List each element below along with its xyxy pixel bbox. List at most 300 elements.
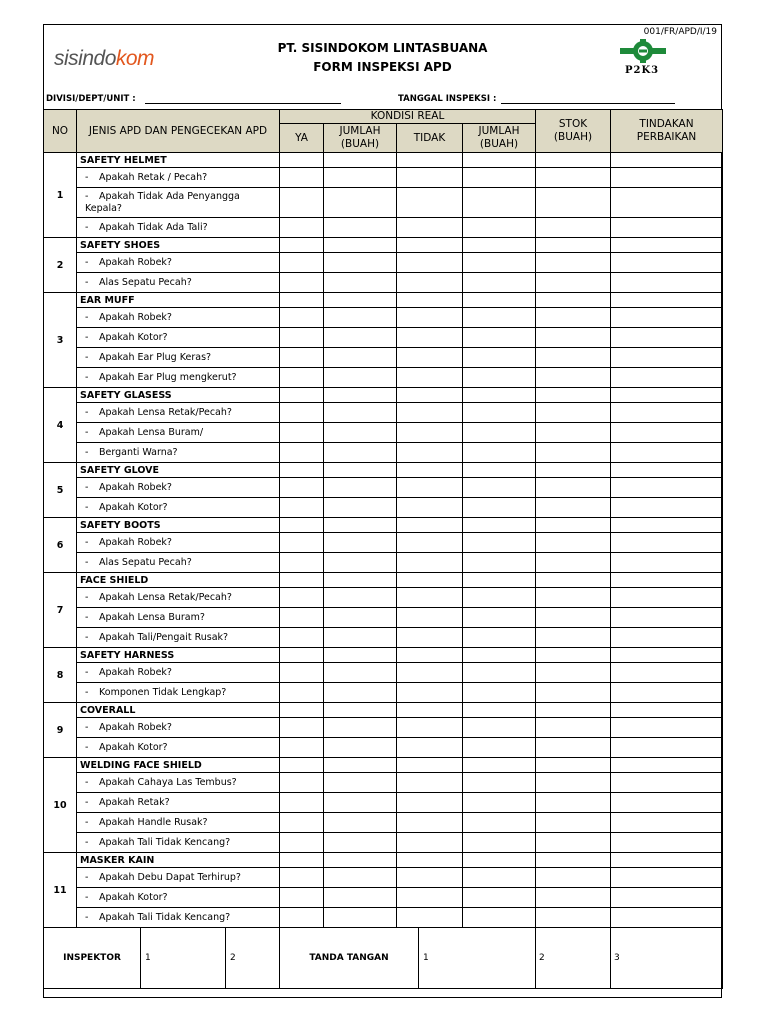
ya-cell[interactable] bbox=[280, 328, 324, 348]
tindakan-cell[interactable] bbox=[611, 168, 723, 188]
jumlah-ya-cell[interactable] bbox=[324, 218, 397, 238]
check-item-label: Apakah Robek? bbox=[99, 666, 172, 678]
jumlah-ya-cell[interactable] bbox=[324, 328, 397, 348]
tidak-cell[interactable] bbox=[397, 423, 463, 443]
jumlah-ya-cell[interactable] bbox=[324, 813, 397, 833]
tidak-cell[interactable] bbox=[397, 588, 463, 608]
item-dash: - bbox=[85, 796, 89, 808]
tindakan-cell[interactable] bbox=[611, 908, 723, 928]
section-title: SAFETY HELMET bbox=[77, 153, 280, 168]
check-item-row bbox=[44, 553, 723, 573]
logo-text-sisindo: sisindo bbox=[54, 47, 116, 70]
item-dash: - bbox=[85, 591, 89, 603]
jumlah-ya-cell[interactable] bbox=[324, 308, 397, 328]
section-blank-cell bbox=[280, 518, 324, 533]
jumlah-ya-cell[interactable] bbox=[324, 188, 397, 218]
tidak-cell[interactable] bbox=[397, 683, 463, 703]
jumlah-tidak-cell[interactable] bbox=[463, 218, 536, 238]
logo-text-kom: kom bbox=[115, 47, 155, 70]
jumlah-tidak-cell[interactable] bbox=[463, 908, 536, 928]
section-blank-cell bbox=[463, 758, 536, 773]
section-blank-cell bbox=[324, 463, 397, 478]
tidak-cell[interactable] bbox=[397, 348, 463, 368]
check-item-label: Apakah Kotor? bbox=[99, 891, 168, 903]
stok-cell[interactable] bbox=[536, 628, 611, 648]
jumlah-tidak-cell[interactable] bbox=[463, 168, 536, 188]
tidak-cell[interactable] bbox=[397, 738, 463, 758]
section-blank-cell bbox=[536, 648, 611, 663]
check-item-label: Apakah Debu Dapat Terhirup? bbox=[99, 871, 241, 883]
stok-cell[interactable] bbox=[536, 533, 611, 553]
tidak-cell[interactable] bbox=[397, 608, 463, 628]
tanda-tangan-3-field[interactable] bbox=[611, 928, 723, 989]
check-item-label: Apakah Lensa Retak/Pecah? bbox=[99, 406, 232, 418]
tidak-cell[interactable] bbox=[397, 403, 463, 423]
tidak-cell[interactable] bbox=[397, 773, 463, 793]
jumlah-tidak-cell[interactable] bbox=[463, 793, 536, 813]
tanda-tangan-1-field[interactable] bbox=[419, 953, 535, 963]
jumlah-tidak-cell[interactable] bbox=[463, 368, 536, 388]
jumlah-tidak-cell[interactable] bbox=[463, 813, 536, 833]
stok-cell[interactable] bbox=[536, 443, 611, 463]
item-dash: - bbox=[85, 741, 89, 753]
jumlah-ya-cell[interactable] bbox=[324, 793, 397, 813]
jumlah-tidak-cell[interactable] bbox=[463, 628, 536, 648]
ya-cell[interactable] bbox=[280, 553, 324, 573]
col-header-ya: YA bbox=[280, 124, 324, 153]
jumlah-tidak-cell[interactable] bbox=[463, 683, 536, 703]
ya-cell[interactable] bbox=[280, 813, 324, 833]
tindakan-cell[interactable] bbox=[611, 188, 723, 218]
inspektor-1-field[interactable] bbox=[140, 928, 226, 988]
item-dash: - bbox=[85, 816, 89, 828]
jumlah-ya-cell[interactable] bbox=[324, 868, 397, 888]
tindakan-cell[interactable] bbox=[611, 663, 723, 683]
tidak-cell[interactable] bbox=[397, 328, 463, 348]
item-dash: - bbox=[85, 836, 89, 848]
item-dash: - bbox=[85, 776, 89, 788]
ya-cell[interactable] bbox=[280, 663, 324, 683]
stok-cell[interactable] bbox=[536, 498, 611, 518]
item-dash: - bbox=[85, 631, 89, 643]
col-header-jumlah-tidak: JUMLAH (BUAH) bbox=[463, 124, 536, 153]
ya-cell[interactable] bbox=[280, 683, 324, 703]
stok-cell[interactable] bbox=[536, 168, 611, 188]
ya-cell[interactable] bbox=[280, 738, 324, 758]
section-blank-cell bbox=[324, 238, 397, 253]
tidak-cell[interactable] bbox=[397, 888, 463, 908]
tindakan-cell[interactable] bbox=[611, 718, 723, 738]
section-number: 11 bbox=[44, 853, 77, 928]
section-row bbox=[44, 703, 723, 718]
tindakan-cell[interactable] bbox=[611, 738, 723, 758]
check-item bbox=[77, 683, 280, 703]
stok-cell[interactable] bbox=[536, 793, 611, 813]
tanda-tangan-2-field[interactable] bbox=[536, 928, 611, 989]
section-blank-cell bbox=[397, 573, 463, 588]
stok-cell[interactable] bbox=[536, 368, 611, 388]
jumlah-tidak-cell[interactable] bbox=[463, 738, 536, 758]
jumlah-ya-cell[interactable] bbox=[324, 368, 397, 388]
tindakan-cell[interactable] bbox=[611, 628, 723, 648]
tindakan-cell[interactable] bbox=[611, 868, 723, 888]
jumlah-tidak-cell[interactable] bbox=[463, 443, 536, 463]
check-item-row bbox=[44, 628, 723, 648]
section-blank-cell bbox=[397, 648, 463, 663]
ya-cell[interactable] bbox=[280, 718, 324, 738]
tindakan-cell[interactable] bbox=[611, 368, 723, 388]
jumlah-ya-cell[interactable] bbox=[324, 738, 397, 758]
stok-cell[interactable] bbox=[536, 328, 611, 348]
jumlah-ya-cell[interactable] bbox=[324, 403, 397, 423]
item-dash: - bbox=[85, 911, 89, 923]
jumlah-tidak-cell[interactable] bbox=[463, 588, 536, 608]
jumlah-tidak-cell[interactable] bbox=[463, 348, 536, 368]
jumlah-tidak-cell[interactable] bbox=[463, 498, 536, 518]
jumlah-ya-cell[interactable] bbox=[324, 628, 397, 648]
item-dash: - bbox=[85, 171, 89, 183]
stok-cell[interactable] bbox=[536, 273, 611, 293]
section-blank-cell bbox=[463, 153, 536, 168]
tindakan-cell[interactable] bbox=[611, 478, 723, 498]
stok-cell[interactable] bbox=[536, 888, 611, 908]
jumlah-tidak-cell[interactable] bbox=[463, 888, 536, 908]
tindakan-cell[interactable] bbox=[611, 403, 723, 423]
ya-cell[interactable] bbox=[280, 308, 324, 328]
check-item bbox=[77, 608, 280, 628]
jumlah-ya-cell[interactable] bbox=[324, 683, 397, 703]
section-number: 1 bbox=[44, 153, 77, 238]
tanda-tangan-2-number: 2 bbox=[539, 953, 545, 963]
section-row bbox=[44, 293, 723, 308]
stok-cell[interactable] bbox=[536, 308, 611, 328]
tindakan-cell[interactable] bbox=[611, 498, 723, 518]
jumlah-tidak-cell[interactable] bbox=[463, 663, 536, 683]
stok-cell[interactable] bbox=[536, 253, 611, 273]
tindakan-cell[interactable] bbox=[611, 328, 723, 348]
ya-cell[interactable] bbox=[280, 588, 324, 608]
tidak-cell[interactable] bbox=[397, 908, 463, 928]
stok-cell[interactable] bbox=[536, 663, 611, 683]
jumlah-ya-cell[interactable] bbox=[324, 253, 397, 273]
tidak-cell[interactable] bbox=[397, 868, 463, 888]
ya-cell[interactable] bbox=[280, 273, 324, 293]
check-item-label: Alas Sepatu Pecah? bbox=[99, 276, 192, 288]
ya-cell[interactable] bbox=[280, 403, 324, 423]
tidak-cell[interactable] bbox=[397, 553, 463, 573]
section-row bbox=[44, 153, 723, 168]
tindakan-cell[interactable] bbox=[611, 608, 723, 628]
ya-cell[interactable] bbox=[280, 793, 324, 813]
jumlah-ya-cell[interactable] bbox=[324, 273, 397, 293]
tindakan-cell[interactable] bbox=[611, 888, 723, 908]
tindakan-cell[interactable] bbox=[611, 793, 723, 813]
check-item-label: Apakah Tidak Ada Penyangga Kepala? bbox=[85, 190, 240, 214]
tidak-cell[interactable] bbox=[397, 218, 463, 238]
tidak-cell[interactable] bbox=[397, 168, 463, 188]
tindakan-cell[interactable] bbox=[611, 273, 723, 293]
jumlah-tidak-cell[interactable] bbox=[463, 308, 536, 328]
stok-cell[interactable] bbox=[536, 868, 611, 888]
section-blank-cell bbox=[463, 703, 536, 718]
item-dash: - bbox=[85, 446, 89, 458]
stok-cell[interactable] bbox=[536, 833, 611, 853]
section-blank-cell bbox=[611, 238, 723, 253]
check-item bbox=[77, 533, 280, 553]
jumlah-ya-cell[interactable] bbox=[324, 423, 397, 443]
jumlah-ya-cell[interactable] bbox=[324, 498, 397, 518]
stok-cell[interactable] bbox=[536, 773, 611, 793]
jumlah-tidak-cell[interactable] bbox=[463, 328, 536, 348]
tidak-cell[interactable] bbox=[397, 478, 463, 498]
check-item bbox=[77, 553, 280, 573]
tidak-cell[interactable] bbox=[397, 793, 463, 813]
section-number: 7 bbox=[44, 573, 77, 648]
jumlah-ya-cell[interactable] bbox=[324, 553, 397, 573]
tanda-tangan-1-number: 1 bbox=[423, 953, 429, 963]
stok-cell[interactable] bbox=[536, 403, 611, 423]
item-dash: - bbox=[85, 501, 89, 513]
tanggal-field[interactable] bbox=[398, 93, 675, 104]
col-header-tindakan: TINDAKAN PERBAIKAN bbox=[611, 110, 723, 153]
check-item bbox=[77, 663, 280, 683]
ya-cell[interactable] bbox=[280, 498, 324, 518]
tindakan-cell[interactable] bbox=[611, 588, 723, 608]
ya-cell[interactable] bbox=[280, 168, 324, 188]
tidak-cell[interactable] bbox=[397, 273, 463, 293]
ya-cell[interactable] bbox=[280, 833, 324, 853]
section-row bbox=[44, 518, 723, 533]
jumlah-tidak-cell[interactable] bbox=[463, 403, 536, 423]
tindakan-cell[interactable] bbox=[611, 443, 723, 463]
tindakan-cell[interactable] bbox=[611, 308, 723, 328]
stok-cell[interactable] bbox=[536, 188, 611, 218]
check-item bbox=[77, 588, 280, 608]
ya-cell[interactable] bbox=[280, 773, 324, 793]
apd-inspection-table bbox=[43, 109, 723, 989]
ya-cell[interactable] bbox=[280, 253, 324, 273]
stok-cell[interactable] bbox=[536, 423, 611, 443]
tindakan-cell[interactable] bbox=[611, 218, 723, 238]
divisi-input-line[interactable] bbox=[145, 93, 341, 104]
stok-cell[interactable] bbox=[536, 608, 611, 628]
tanggal-input-line[interactable] bbox=[501, 93, 675, 104]
section-blank-cell bbox=[611, 153, 723, 168]
jumlah-ya-cell[interactable] bbox=[324, 888, 397, 908]
company-name: PT. SISINDOKOM LINTASBUANA bbox=[277, 41, 488, 55]
jumlah-tidak-cell[interactable] bbox=[463, 533, 536, 553]
stok-cell[interactable] bbox=[536, 718, 611, 738]
check-item bbox=[77, 793, 280, 813]
jumlah-ya-cell[interactable] bbox=[324, 833, 397, 853]
jumlah-tidak-cell[interactable] bbox=[463, 423, 536, 443]
ya-cell[interactable] bbox=[280, 368, 324, 388]
section-row bbox=[44, 853, 723, 868]
section-row bbox=[44, 238, 723, 253]
jumlah-ya-cell[interactable] bbox=[324, 908, 397, 928]
ya-cell[interactable] bbox=[280, 218, 324, 238]
check-item-row bbox=[44, 308, 723, 328]
section-blank-cell bbox=[397, 153, 463, 168]
col-header-jumlah-ya: JUMLAH (BUAH) bbox=[324, 124, 397, 153]
item-dash: - bbox=[85, 611, 89, 623]
check-item bbox=[77, 773, 280, 793]
stok-cell[interactable] bbox=[536, 348, 611, 368]
tidak-cell[interactable] bbox=[397, 833, 463, 853]
tidak-cell[interactable] bbox=[397, 533, 463, 553]
check-item bbox=[77, 403, 280, 423]
jumlah-tidak-cell[interactable] bbox=[463, 773, 536, 793]
section-blank-cell bbox=[280, 573, 324, 588]
check-item-row bbox=[44, 423, 723, 443]
tidak-cell[interactable] bbox=[397, 188, 463, 218]
check-item-label: Apakah Retak / Pecah? bbox=[99, 171, 208, 183]
jumlah-tidak-cell[interactable] bbox=[463, 833, 536, 853]
section-blank-cell bbox=[536, 573, 611, 588]
jumlah-ya-cell[interactable] bbox=[324, 718, 397, 738]
stok-cell[interactable] bbox=[536, 908, 611, 928]
ya-cell[interactable] bbox=[280, 868, 324, 888]
jumlah-tidak-cell[interactable] bbox=[463, 253, 536, 273]
jumlah-ya-cell[interactable] bbox=[324, 588, 397, 608]
check-item-row bbox=[44, 608, 723, 628]
jumlah-ya-cell[interactable] bbox=[324, 478, 397, 498]
check-item bbox=[77, 348, 280, 368]
tidak-cell[interactable] bbox=[397, 308, 463, 328]
ya-cell[interactable] bbox=[280, 443, 324, 463]
tindakan-cell[interactable] bbox=[611, 423, 723, 443]
check-item bbox=[77, 478, 280, 498]
section-blank-cell bbox=[280, 853, 324, 868]
stok-cell[interactable] bbox=[536, 813, 611, 833]
inspektor-2-field[interactable] bbox=[226, 953, 279, 963]
tindakan-cell[interactable] bbox=[611, 683, 723, 703]
jumlah-ya-cell[interactable] bbox=[324, 168, 397, 188]
item-dash: - bbox=[85, 406, 89, 418]
check-item bbox=[77, 868, 280, 888]
jumlah-tidak-cell[interactable] bbox=[463, 608, 536, 628]
divisi-field[interactable] bbox=[46, 93, 341, 104]
tidak-cell[interactable] bbox=[397, 718, 463, 738]
section-number: 10 bbox=[44, 758, 77, 853]
tidak-cell[interactable] bbox=[397, 663, 463, 683]
tidak-cell[interactable] bbox=[397, 628, 463, 648]
ya-cell[interactable] bbox=[280, 423, 324, 443]
ya-cell[interactable] bbox=[280, 888, 324, 908]
stok-cell[interactable] bbox=[536, 478, 611, 498]
ya-cell[interactable] bbox=[280, 608, 324, 628]
tindakan-cell[interactable] bbox=[611, 773, 723, 793]
section-blank-cell bbox=[280, 293, 324, 308]
section-number: 5 bbox=[44, 463, 77, 518]
section-number: 2 bbox=[44, 238, 77, 293]
jumlah-tidak-cell[interactable] bbox=[463, 553, 536, 573]
tidak-cell[interactable] bbox=[397, 443, 463, 463]
stok-cell[interactable] bbox=[536, 588, 611, 608]
section-blank-cell bbox=[611, 703, 723, 718]
jumlah-tidak-cell[interactable] bbox=[463, 188, 536, 218]
check-item-label: Apakah Robek? bbox=[99, 481, 172, 493]
tidak-cell[interactable] bbox=[397, 368, 463, 388]
check-item-label: Berganti Warna? bbox=[99, 446, 178, 458]
tindakan-cell[interactable] bbox=[611, 533, 723, 553]
jumlah-ya-cell[interactable] bbox=[324, 663, 397, 683]
check-item-row bbox=[44, 773, 723, 793]
section-blank-cell bbox=[324, 703, 397, 718]
ya-cell[interactable] bbox=[280, 908, 324, 928]
jumlah-tidak-cell[interactable] bbox=[463, 868, 536, 888]
inspektor-label: INSPEKTOR bbox=[63, 953, 121, 963]
section-row bbox=[44, 758, 723, 773]
tindakan-cell[interactable] bbox=[611, 553, 723, 573]
tindakan-cell[interactable] bbox=[611, 253, 723, 273]
jumlah-ya-cell[interactable] bbox=[324, 348, 397, 368]
stok-cell[interactable] bbox=[536, 553, 611, 573]
ya-cell[interactable] bbox=[280, 628, 324, 648]
check-item-label: Apakah Tali/Pengait Rusak? bbox=[99, 631, 229, 643]
check-item-row bbox=[44, 443, 723, 463]
section-blank-cell bbox=[463, 573, 536, 588]
jumlah-ya-cell[interactable] bbox=[324, 773, 397, 793]
section-blank-cell bbox=[536, 388, 611, 403]
section-blank-cell bbox=[397, 293, 463, 308]
tindakan-cell[interactable] bbox=[611, 813, 723, 833]
inspektor-2-number: 2 bbox=[230, 953, 236, 963]
check-item-row bbox=[44, 813, 723, 833]
stok-cell[interactable] bbox=[536, 218, 611, 238]
section-title: SAFETY BOOTS bbox=[77, 518, 280, 533]
section-blank-cell bbox=[536, 293, 611, 308]
jumlah-ya-cell[interactable] bbox=[324, 443, 397, 463]
jumlah-tidak-cell[interactable] bbox=[463, 478, 536, 498]
check-item-row bbox=[44, 218, 723, 238]
item-dash: - bbox=[85, 190, 89, 202]
jumlah-ya-cell[interactable] bbox=[324, 608, 397, 628]
section-blank-cell bbox=[280, 648, 324, 663]
ya-cell[interactable] bbox=[280, 188, 324, 218]
check-item-row bbox=[44, 663, 723, 683]
stok-cell[interactable] bbox=[536, 738, 611, 758]
tidak-cell[interactable] bbox=[397, 813, 463, 833]
item-dash: - bbox=[85, 721, 89, 733]
section-blank-cell bbox=[536, 703, 611, 718]
ya-cell[interactable] bbox=[280, 478, 324, 498]
tidak-cell[interactable] bbox=[397, 253, 463, 273]
section-blank-cell bbox=[324, 758, 397, 773]
jumlah-tidak-cell[interactable] bbox=[463, 273, 536, 293]
tidak-cell[interactable] bbox=[397, 498, 463, 518]
ya-cell[interactable] bbox=[280, 348, 324, 368]
section-blank-cell bbox=[397, 518, 463, 533]
jumlah-tidak-cell[interactable] bbox=[463, 718, 536, 738]
section-blank-cell bbox=[463, 648, 536, 663]
jumlah-ya-cell[interactable] bbox=[324, 533, 397, 553]
section-blank-cell bbox=[463, 293, 536, 308]
check-item-label: Apakah Robek? bbox=[99, 721, 172, 733]
section-blank-cell bbox=[280, 388, 324, 403]
check-item-row bbox=[44, 588, 723, 608]
tindakan-cell[interactable] bbox=[611, 348, 723, 368]
ya-cell[interactable] bbox=[280, 533, 324, 553]
tindakan-cell[interactable] bbox=[611, 833, 723, 853]
section-blank-cell bbox=[324, 293, 397, 308]
item-dash: - bbox=[85, 311, 89, 323]
section-title: SAFETY HARNESS bbox=[77, 648, 280, 663]
check-item-label: Apakah Cahaya Las Tembus? bbox=[99, 776, 237, 788]
item-dash: - bbox=[85, 481, 89, 493]
stok-cell[interactable] bbox=[536, 683, 611, 703]
section-number: 3 bbox=[44, 293, 77, 388]
